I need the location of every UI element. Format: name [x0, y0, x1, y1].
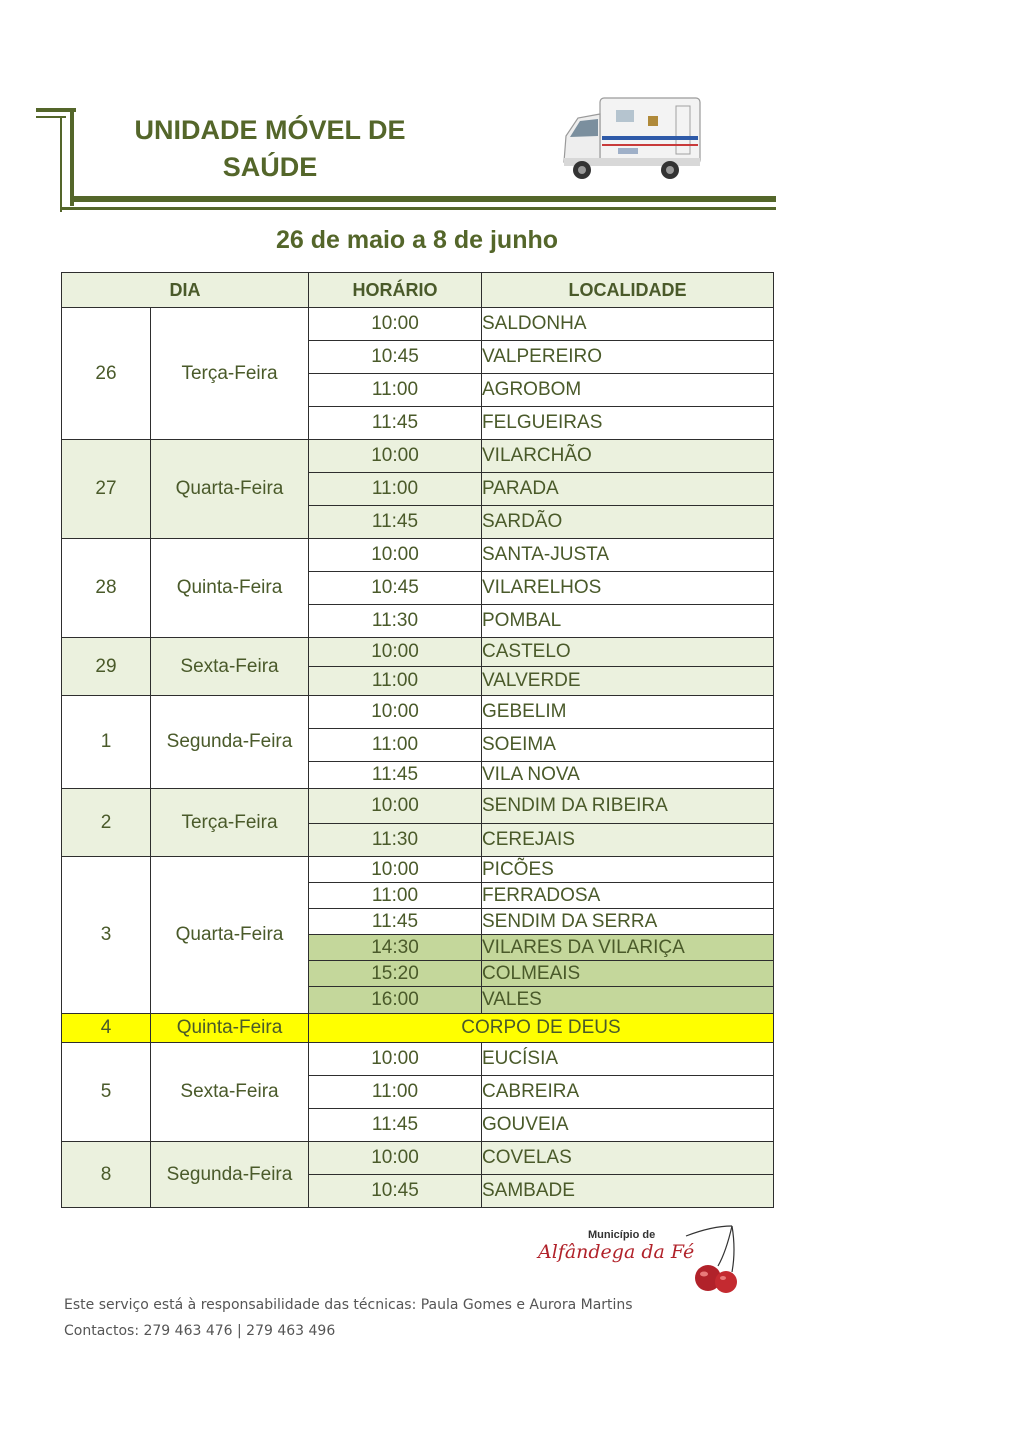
time-cell: 10:00	[309, 1043, 482, 1076]
contacts-line: Contactos: 279 463 476 | 279 463 496	[64, 1323, 336, 1339]
weekday-name: Sexta-Feira	[151, 1043, 309, 1142]
locality-cell: VILARES DA VILARIÇA	[482, 935, 774, 961]
time-cell: 16:00	[309, 987, 482, 1014]
time-cell: 10:00	[309, 696, 482, 729]
weekday-name: Quinta-Feira	[151, 539, 309, 638]
locality-cell: VALPEREIRO	[482, 341, 774, 374]
locality-cell: SALDONHA	[482, 308, 774, 341]
column-header-horario: HORÁRIO	[309, 273, 482, 308]
time-cell: 11:45	[309, 407, 482, 440]
locality-cell: VILARCHÃO	[482, 440, 774, 473]
day-number: 4	[62, 1014, 151, 1043]
locality-cell: EUCÍSIA	[482, 1043, 774, 1076]
table-row	[62, 308, 774, 341]
table-row	[62, 1043, 774, 1076]
table-row	[62, 638, 774, 667]
title-line-2: SAÚDE	[222, 152, 318, 182]
date-range: 26 de maio a 8 de junho	[275, 226, 559, 254]
ambulance-image	[560, 92, 710, 184]
locality-cell: COVELAS	[482, 1142, 774, 1175]
day-number: 27	[62, 440, 151, 539]
table-header-row	[62, 273, 774, 308]
time-cell: 14:30	[309, 935, 482, 961]
day-number: 8	[62, 1142, 151, 1208]
table-row	[62, 539, 774, 572]
holiday-note: CORPO DE DEUS	[309, 1014, 774, 1043]
frame-line	[70, 196, 776, 202]
locality-cell: SOEIMA	[482, 729, 774, 762]
frame-line	[60, 116, 62, 212]
weekday-name: Segunda-Feira	[151, 1142, 309, 1208]
responsibility-note: Este serviço está à responsabilidade das técnicas: Paula Gomes e Aurora Martins	[64, 1297, 633, 1313]
weekday-name: Quarta-Feira	[151, 440, 309, 539]
time-cell: 10:00	[309, 789, 482, 824]
time-cell: 11:00	[309, 1076, 482, 1109]
table-row	[62, 696, 774, 729]
weekday-name: Terça-Feira	[151, 308, 309, 440]
weekday-name: Terça-Feira	[151, 789, 309, 857]
time-cell: 11:30	[309, 605, 482, 638]
column-header-localidade: LOCALIDADE	[482, 273, 774, 308]
time-cell: 10:00	[309, 638, 482, 667]
time-cell: 10:00	[309, 440, 482, 473]
day-number: 5	[62, 1043, 151, 1142]
logo-small-text: Município de	[588, 1229, 656, 1241]
locality-cell: CABREIRA	[482, 1076, 774, 1109]
time-cell: 11:00	[309, 667, 482, 696]
day-number: 1	[62, 696, 151, 789]
municipality-logo	[536, 1222, 742, 1296]
time-cell: 10:00	[309, 1142, 482, 1175]
day-number: 26	[62, 308, 151, 440]
time-cell: 11:00	[309, 883, 482, 909]
time-cell: 11:45	[309, 1109, 482, 1142]
cherry-icon	[715, 1271, 737, 1293]
locality-cell: GOUVEIA	[482, 1109, 774, 1142]
time-cell: 11:00	[309, 473, 482, 506]
time-cell: 11:45	[309, 909, 482, 935]
day-number: 2	[62, 789, 151, 857]
weekday-name: Segunda-Feira	[151, 696, 309, 789]
column-header-dia: DIA	[62, 273, 309, 308]
locality-cell: SENDIM DA RIBEIRA	[482, 789, 774, 824]
locality-cell: VILA NOVA	[482, 762, 774, 789]
frame-line	[70, 108, 74, 206]
time-cell: 10:00	[309, 539, 482, 572]
day-number: 3	[62, 857, 151, 1014]
locality-cell: PARADA	[482, 473, 774, 506]
time-cell: 10:00	[309, 857, 482, 883]
day-number: 28	[62, 539, 151, 638]
time-cell: 10:00	[309, 308, 482, 341]
time-cell: 10:45	[309, 572, 482, 605]
locality-cell: VALVERDE	[482, 667, 774, 696]
time-cell: 11:30	[309, 824, 482, 857]
weekday-name: Sexta-Feira	[151, 638, 309, 696]
time-cell: 11:45	[309, 762, 482, 789]
time-cell: 10:45	[309, 341, 482, 374]
locality-cell: AGROBOM	[482, 374, 774, 407]
time-cell: 11:00	[309, 729, 482, 762]
locality-cell: SANTA-JUSTA	[482, 539, 774, 572]
locality-cell: FELGUEIRAS	[482, 407, 774, 440]
table-row	[62, 440, 774, 473]
table-row	[62, 857, 774, 883]
time-cell: 11:00	[309, 374, 482, 407]
time-cell: 10:45	[309, 1175, 482, 1208]
locality-cell: SARDÃO	[482, 506, 774, 539]
weekday-name: Quinta-Feira	[151, 1014, 309, 1043]
locality-cell: FERRADOSA	[482, 883, 774, 909]
title-line-1: UNIDADE MÓVEL DE	[134, 115, 406, 145]
logo-script-text: Alfândega da Fé	[538, 1241, 695, 1263]
locality-cell: VILARELHOS	[482, 572, 774, 605]
table-row	[62, 1014, 774, 1043]
time-cell: 15:20	[309, 961, 482, 987]
weekday-name: Quarta-Feira	[151, 857, 309, 1014]
locality-cell: PICÕES	[482, 857, 774, 883]
locality-cell: POMBAL	[482, 605, 774, 638]
schedule-body	[62, 308, 774, 1208]
frame-line	[60, 207, 776, 210]
page-title	[100, 112, 440, 186]
locality-cell: GEBELIM	[482, 696, 774, 729]
locality-cell: CASTELO	[482, 638, 774, 667]
locality-cell: SENDIM DA SERRA	[482, 909, 774, 935]
locality-cell: COLMEAIS	[482, 961, 774, 987]
locality-cell: CEREJAIS	[482, 824, 774, 857]
table-row	[62, 789, 774, 824]
schedule-table	[61, 272, 774, 1208]
time-cell: 11:45	[309, 506, 482, 539]
locality-cell: VALES	[482, 987, 774, 1014]
table-row	[62, 1142, 774, 1175]
locality-cell: SAMBADE	[482, 1175, 774, 1208]
day-number: 29	[62, 638, 151, 696]
